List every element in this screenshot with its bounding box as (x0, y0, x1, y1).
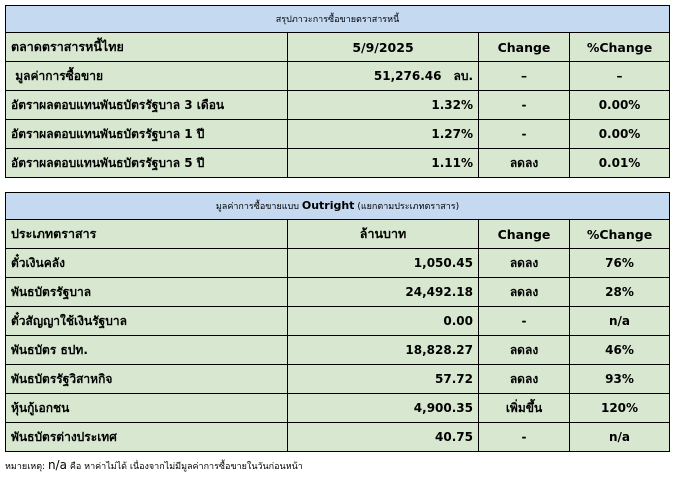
row-value: 1,050.45 (288, 249, 479, 278)
outright-title-suffix: (แยกตามประเภทตราสาร) (357, 202, 460, 212)
row-change: ลดลง (479, 365, 570, 394)
summary-header-date: 5/9/2025 (288, 33, 479, 62)
row-value: 24,492.18 (288, 278, 479, 307)
table-row (6, 307, 670, 336)
row-change: ลดลง (479, 149, 570, 178)
row-label: ตั๋วเงินคลัง (6, 249, 288, 278)
table-row (6, 62, 670, 91)
footnote-na: n/a (47, 458, 67, 472)
summary-header-pct-change: %Change (570, 33, 670, 62)
row-label: พันธบัตรรัฐบาล (6, 278, 288, 307)
row-label: อัตราผลตอบแทนพันธบัตรรัฐบาล 5 ปี (6, 149, 288, 178)
row-value: 1.11% (288, 149, 479, 178)
summary-title: สรุปภาวะการซื้อขายตราสารหนี้ (6, 6, 670, 33)
summary-header-market: ตลาดตราสารหนี้ไทย (6, 33, 288, 62)
row-change: - (479, 307, 570, 336)
row-pct-change: – (570, 62, 670, 91)
row-value: 4,900.35 (288, 394, 479, 423)
row-change: - (479, 120, 570, 149)
table-row (6, 149, 670, 178)
outright-header-million-baht: ล้านบาท (288, 220, 479, 249)
table-row (6, 423, 670, 452)
row-change: - (479, 423, 570, 452)
row-value: 0.00 (288, 307, 479, 336)
row-value: 57.72 (288, 365, 479, 394)
summary-header-change: Change (479, 33, 570, 62)
row-change: ลดลง (479, 336, 570, 365)
row-label: พันธบัตรรัฐวิสาหกิจ (6, 365, 288, 394)
row-pct-change: 93% (570, 365, 670, 394)
row-label (6, 62, 288, 91)
row-pct-change: 0.00% (570, 91, 670, 120)
row-label-text: มูลค่าการซื้อขาย (15, 68, 103, 83)
table-row (6, 365, 670, 394)
row-change: ลดลง (479, 278, 570, 307)
row-value: 18,828.27 (288, 336, 479, 365)
row-change: – (479, 62, 570, 91)
row-value: 1.27% (288, 120, 479, 149)
table-row (6, 394, 670, 423)
outright-title (6, 193, 670, 220)
row-value: 1.32% (288, 91, 479, 120)
row-pct-change: 120% (570, 394, 670, 423)
row-label: หุ้นกู้เอกชน (6, 394, 288, 423)
outright-header-change: Change (479, 220, 570, 249)
row-pct-change: 28% (570, 278, 670, 307)
table-row (6, 278, 670, 307)
table-row (6, 249, 670, 278)
row-label: พันธบัตร ธปท. (6, 336, 288, 365)
row-change: เพิ่มขึ้น (479, 394, 570, 423)
outright-header-type: ประเภทตราสาร (6, 220, 288, 249)
trading-value-unit: ลบ. (453, 68, 473, 83)
outright-title-main: Outright (301, 199, 355, 212)
row-pct-change: 46% (570, 336, 670, 365)
row-label: ตั๋วสัญญาใช้เงินรัฐบาล (6, 307, 288, 336)
footnote-prefix: หมายเหตุ: (5, 462, 46, 472)
row-pct-change: 0.00% (570, 120, 670, 149)
row-value (288, 62, 479, 91)
trading-value: 51,276.46 (373, 68, 442, 83)
row-value: 40.75 (288, 423, 479, 452)
row-pct-change: 0.01% (570, 149, 670, 178)
row-label: พันธบัตรต่างประเทศ (6, 423, 288, 452)
table-row (6, 120, 670, 149)
row-label: อัตราผลตอบแทนพันธบัตรรัฐบาล 3 เดือน (6, 91, 288, 120)
row-change: ลดลง (479, 249, 570, 278)
outright-title-prefix: มูลค่าการซื้อขายแบบ (215, 202, 299, 212)
row-pct-change: n/a (570, 423, 670, 452)
row-label: อัตราผลตอบแทนพันธบัตรรัฐบาล 1 ปี (6, 120, 288, 149)
row-pct-change: 76% (570, 249, 670, 278)
row-pct-change: n/a (570, 307, 670, 336)
table-row (6, 91, 670, 120)
outright-table (5, 192, 670, 452)
row-change: - (479, 91, 570, 120)
footnote (5, 458, 303, 473)
table-row (6, 336, 670, 365)
outright-header-pct-change: %Change (570, 220, 670, 249)
footnote-text: คือ หาค่าไม่ได้ เนื่องจากไม่มีมูลค่าการซื้อขายในวันก่อนหน้า (69, 462, 303, 472)
market-summary-table (5, 5, 670, 178)
